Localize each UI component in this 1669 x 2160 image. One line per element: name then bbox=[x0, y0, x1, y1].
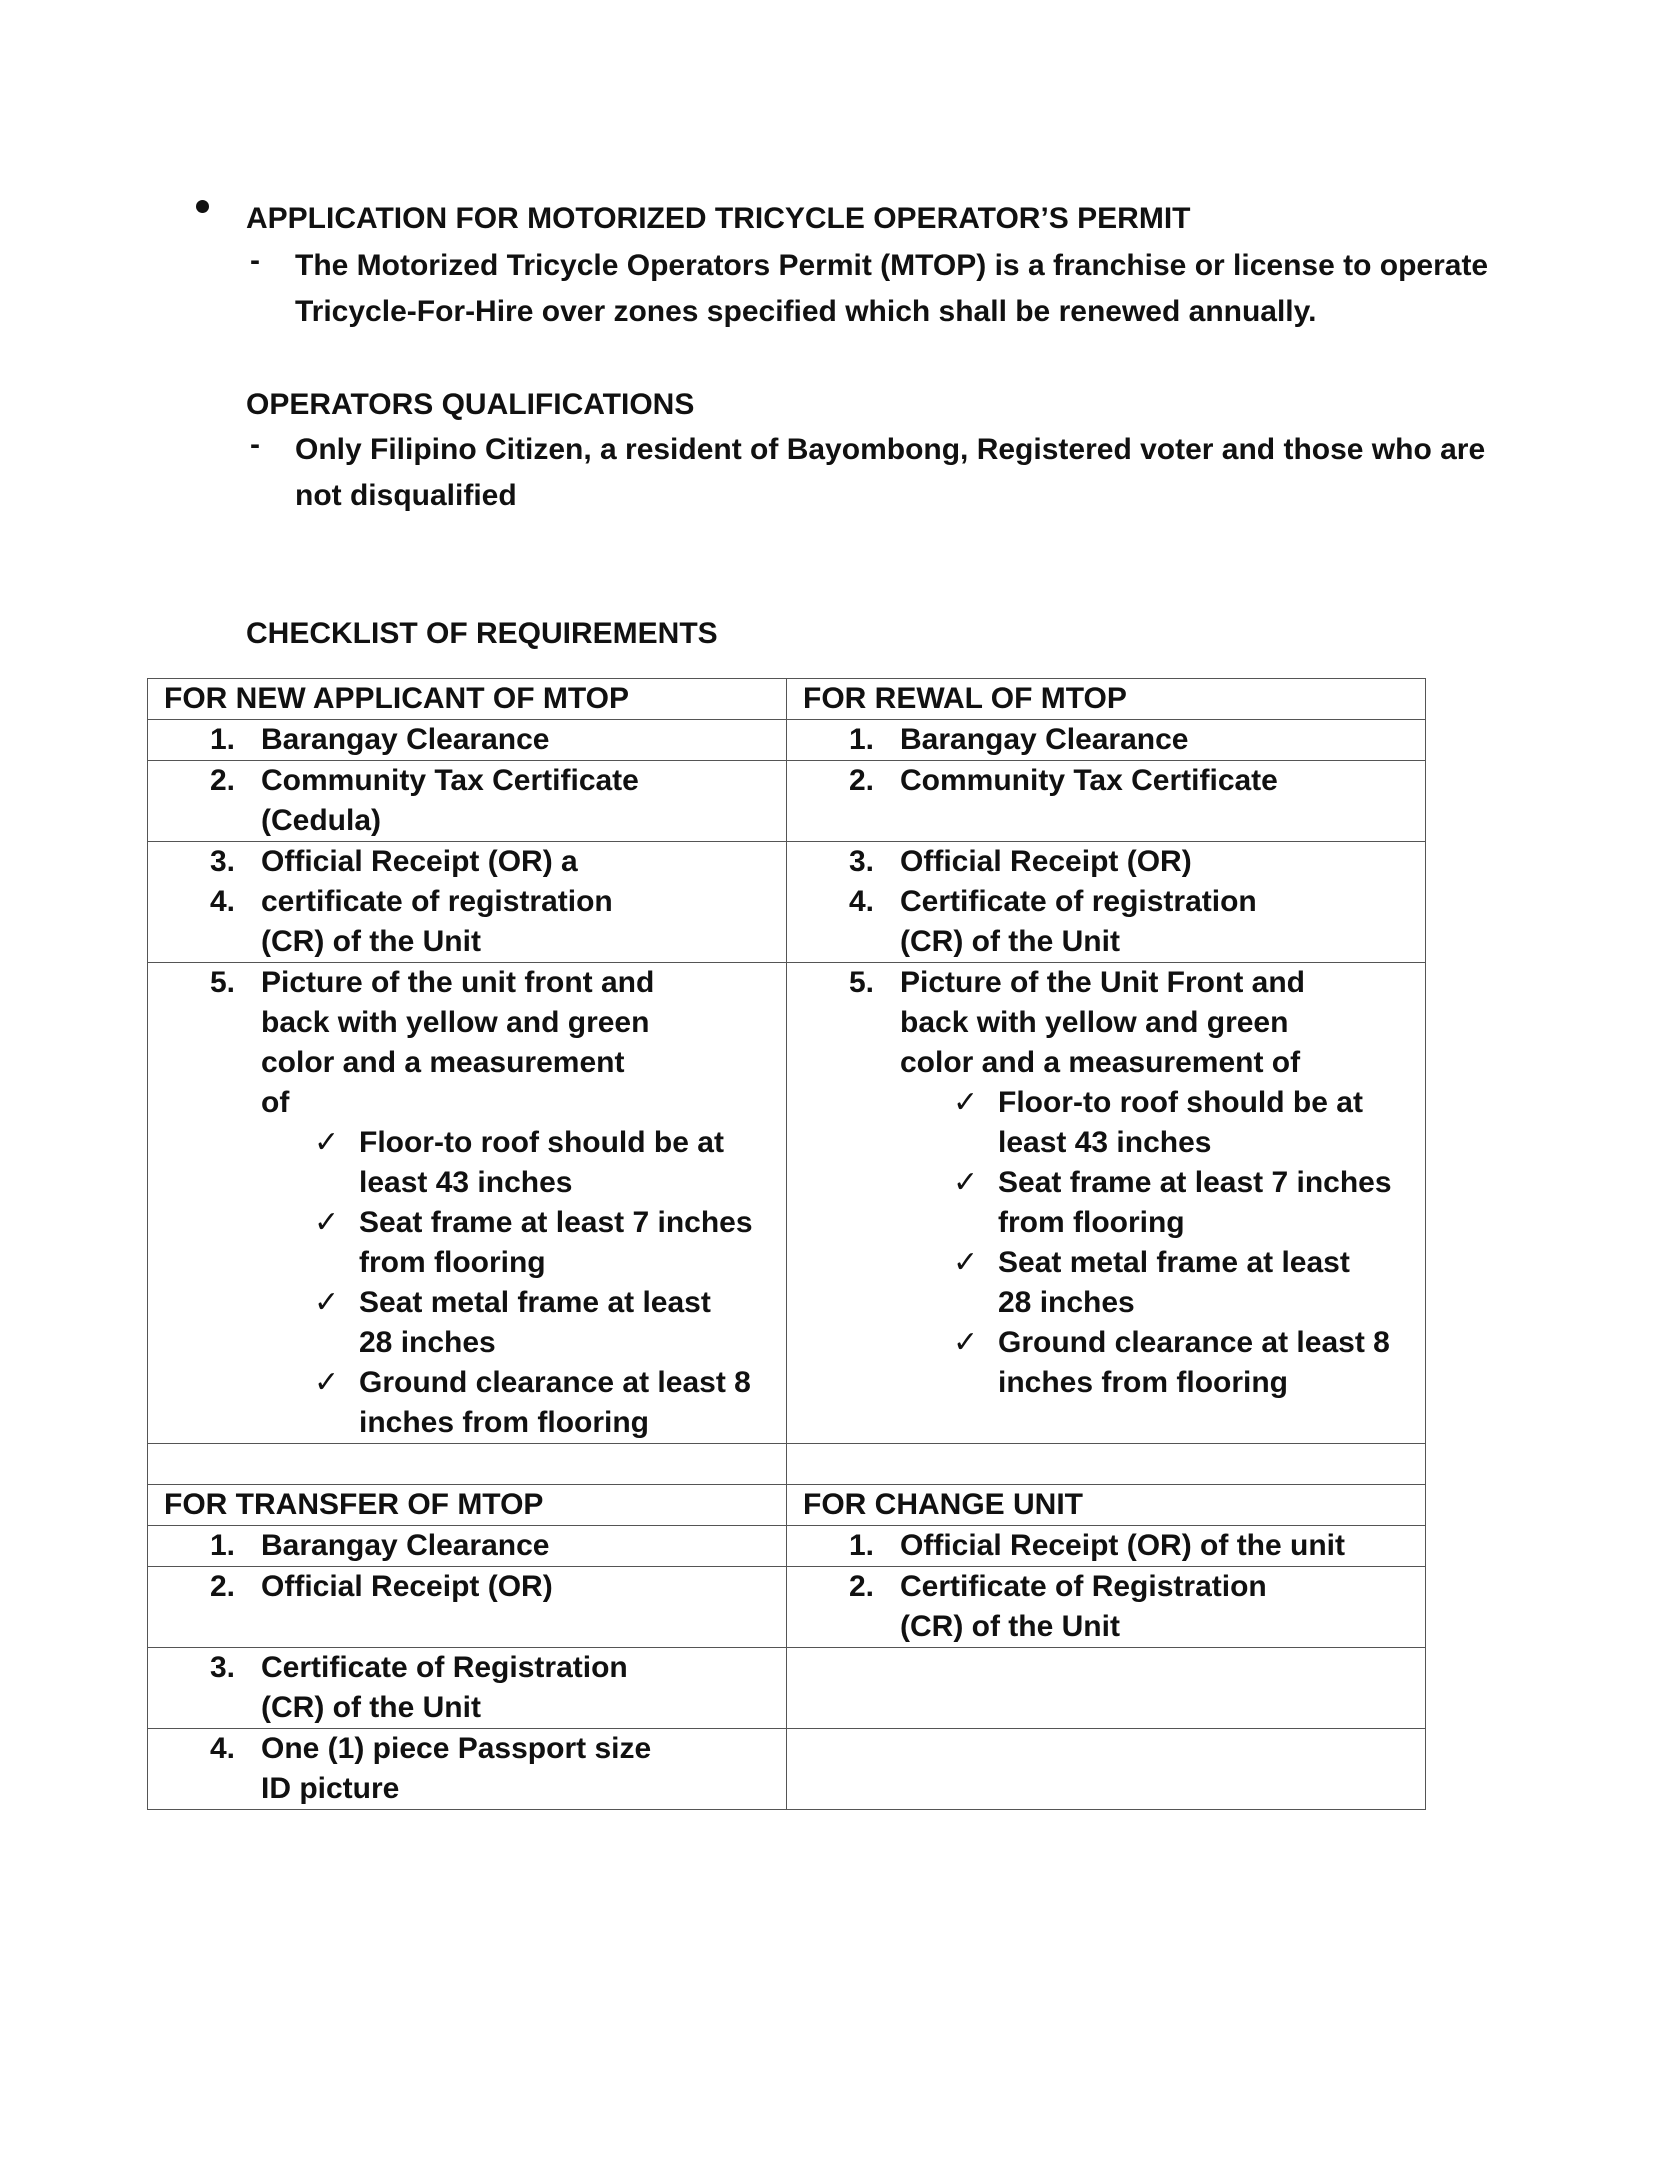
item-text: Certificate of Registration (CR) of the Unit bbox=[261, 1651, 628, 1724]
check-icon: ✓ bbox=[953, 1246, 979, 1279]
check-text: Seat frame at least 7 inches from flooring bbox=[359, 1206, 753, 1279]
check-icon: ✓ bbox=[314, 1126, 340, 1159]
check-item bbox=[787, 1083, 1416, 1163]
empty-cell bbox=[787, 1729, 1426, 1810]
item-text: Barangay Clearance bbox=[261, 723, 550, 756]
list-item bbox=[148, 1567, 786, 1607]
list-item bbox=[787, 842, 1425, 882]
item-number: 3. bbox=[849, 845, 875, 878]
list-item bbox=[148, 1648, 671, 1728]
table-row bbox=[148, 1526, 1426, 1567]
list-item bbox=[148, 761, 661, 841]
check-text: Seat frame at least 7 inches from flooring bbox=[998, 1166, 1392, 1239]
item-text: Certificate of Registration (CR) of the Unit bbox=[900, 1570, 1267, 1643]
empty-cell bbox=[787, 1648, 1426, 1729]
check-icon: ✓ bbox=[953, 1326, 979, 1359]
check-item bbox=[148, 1203, 777, 1283]
item-number: 2. bbox=[849, 764, 875, 797]
table-row bbox=[148, 679, 1426, 720]
check-item bbox=[787, 1323, 1416, 1403]
item-number: 4. bbox=[849, 885, 875, 918]
check-text: Floor-to roof should be at least 43 inches bbox=[359, 1126, 724, 1199]
list-item bbox=[148, 882, 671, 962]
list-item bbox=[787, 963, 1320, 1083]
empty-cell bbox=[148, 1444, 787, 1485]
check-item bbox=[148, 1283, 727, 1363]
qualifications-line-2: not disqualified bbox=[295, 479, 517, 512]
description-line-2: Tricycle-For-Hire over zones specified which shall be renewed annually. bbox=[295, 295, 1317, 328]
table-row bbox=[148, 842, 1426, 963]
renewal-header: FOR REWAL OF MTOP bbox=[803, 682, 1127, 715]
item-number: 2. bbox=[210, 764, 236, 797]
check-text: Floor-to roof should be at least 43 inches bbox=[998, 1086, 1363, 1159]
table-row bbox=[148, 1444, 1426, 1485]
table-row bbox=[148, 1567, 1426, 1648]
check-item bbox=[148, 1123, 777, 1203]
list-item bbox=[787, 761, 1425, 801]
list-item bbox=[787, 1567, 1310, 1647]
list-item bbox=[148, 963, 671, 1123]
section-title: APPLICATION FOR MOTORIZED TRICYCLE OPERATOR’S PERMIT bbox=[246, 202, 1191, 235]
check-item bbox=[787, 1243, 1366, 1323]
item-text: Barangay Clearance bbox=[900, 723, 1189, 756]
list-item bbox=[148, 1729, 671, 1809]
item-text: certificate of registration (CR) of the Unit bbox=[261, 885, 613, 958]
item-text: Official Receipt (OR) of the unit bbox=[900, 1529, 1346, 1562]
check-text: Ground clearance at least 8 inches from flooring bbox=[359, 1366, 751, 1439]
item-text: Certificate of registration (CR) of the Unit bbox=[900, 885, 1257, 958]
list-item bbox=[787, 720, 1425, 760]
item-text: One (1) piece Passport size ID picture bbox=[261, 1732, 652, 1805]
item-text: Community Tax Certificate bbox=[900, 764, 1278, 797]
new-applicant-header-cell bbox=[148, 679, 787, 720]
check-text: Seat metal frame at least 28 inches bbox=[998, 1246, 1350, 1319]
list-item bbox=[148, 1526, 786, 1566]
renewal-header-cell bbox=[787, 679, 1426, 720]
dash-marker: - bbox=[250, 244, 260, 277]
item-text: Community Tax Certificate (Cedula) bbox=[261, 764, 639, 837]
transfer-header-cell bbox=[148, 1485, 787, 1526]
change-unit-header: FOR CHANGE UNIT bbox=[803, 1488, 1083, 1521]
item-number: 1. bbox=[210, 723, 236, 756]
item-number: 5. bbox=[849, 966, 875, 999]
item-number: 3. bbox=[210, 845, 236, 878]
item-text: Official Receipt (OR) bbox=[900, 845, 1192, 878]
item-number: 5. bbox=[210, 966, 236, 999]
item-text: Picture of the Unit Front and back with yellow and green color and a measurement of bbox=[900, 966, 1305, 1079]
item-number: 4. bbox=[210, 885, 236, 918]
check-text: Ground clearance at least 8 inches from flooring bbox=[998, 1326, 1390, 1399]
check-icon: ✓ bbox=[953, 1166, 979, 1199]
item-number: 4. bbox=[210, 1732, 236, 1765]
table-row bbox=[148, 1485, 1426, 1526]
check-item bbox=[148, 1363, 777, 1443]
item-number: 3. bbox=[210, 1651, 236, 1684]
table-row bbox=[148, 1648, 1426, 1729]
table-row bbox=[148, 1729, 1426, 1810]
check-icon: ✓ bbox=[314, 1206, 340, 1239]
check-icon: ✓ bbox=[953, 1086, 979, 1119]
empty-cell bbox=[787, 1444, 1426, 1485]
table-row bbox=[148, 761, 1426, 842]
change-unit-header-cell bbox=[787, 1485, 1426, 1526]
qualifications-line-1: Only Filipino Citizen, a resident of Bayombong, Registered voter and those who are bbox=[295, 433, 1486, 466]
item-text: Official Receipt (OR) a bbox=[261, 845, 578, 878]
check-icon: ✓ bbox=[314, 1366, 340, 1399]
list-item bbox=[787, 1526, 1425, 1566]
bullet-icon bbox=[196, 200, 209, 213]
description-line-1: The Motorized Tricycle Operators Permit (MTOP) is a franchise or license to operate bbox=[295, 249, 1489, 282]
item-number: 2. bbox=[210, 1570, 236, 1603]
new-applicant-header: FOR NEW APPLICANT OF MTOP bbox=[164, 682, 629, 715]
item-number: 1. bbox=[210, 1529, 236, 1562]
checklist-heading: CHECKLIST OF REQUIREMENTS bbox=[246, 617, 718, 650]
table-row bbox=[148, 963, 1426, 1444]
qualifications-heading: OPERATORS QUALIFICATIONS bbox=[246, 388, 695, 421]
item-text: Picture of the unit front and back with yellow and green color and a measurement of bbox=[261, 966, 655, 1119]
list-item bbox=[148, 720, 786, 760]
check-text: Seat metal frame at least 28 inches bbox=[359, 1286, 711, 1359]
item-number: 1. bbox=[849, 723, 875, 756]
item-text: Barangay Clearance bbox=[261, 1529, 550, 1562]
table-row bbox=[148, 720, 1426, 761]
check-icon: ✓ bbox=[314, 1286, 340, 1319]
item-number: 2. bbox=[849, 1570, 875, 1603]
requirements-table bbox=[147, 678, 1426, 1810]
item-number: 1. bbox=[849, 1529, 875, 1562]
list-item bbox=[787, 882, 1310, 962]
list-item bbox=[148, 842, 786, 882]
transfer-header: FOR TRANSFER OF MTOP bbox=[164, 1488, 544, 1521]
item-text: Official Receipt (OR) bbox=[261, 1570, 553, 1603]
dash-marker: - bbox=[250, 428, 260, 461]
check-item bbox=[787, 1163, 1416, 1243]
